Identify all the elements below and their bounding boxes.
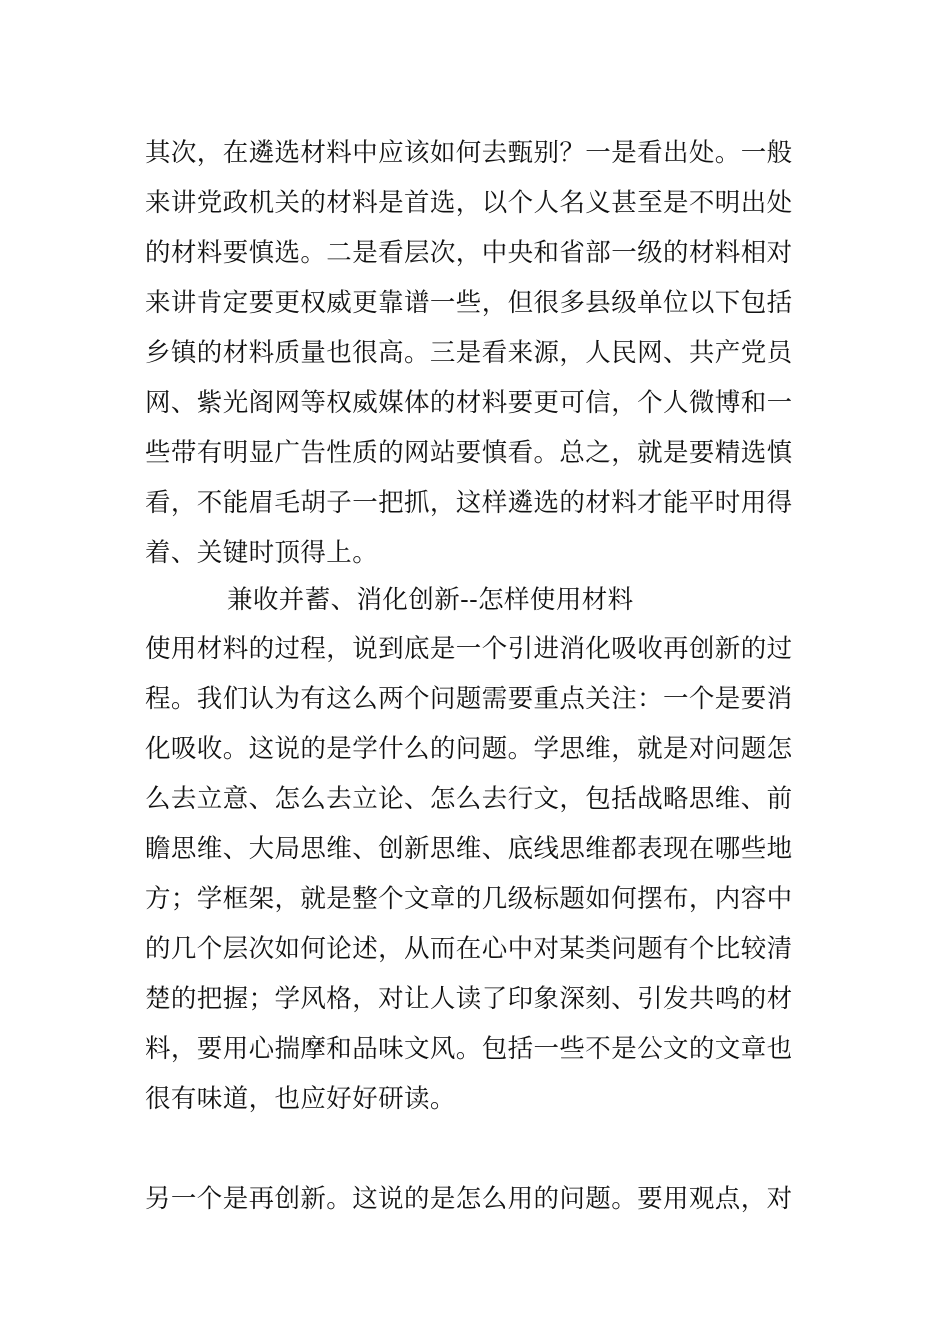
text-line: 着、关键时顶得上。 bbox=[145, 538, 379, 568]
text-line: 来讲党政机关的材料是首选，以个人名义甚至是不明出处 bbox=[145, 188, 793, 218]
section-heading: 兼收并蓄、消化创新--怎样使用材料 bbox=[227, 585, 634, 615]
text-line: 其次，在遴选材料中应该如何去甄别？一是看出处。一般 bbox=[145, 138, 793, 168]
text-line: 方；学框架，就是整个文章的几级标题如何摆布，内容中 bbox=[145, 884, 793, 914]
text-line: 料，要用心揣摩和品味文风。包括一些不是公文的文章也 bbox=[145, 1034, 793, 1064]
text-line: 化吸收。这说的是学什么的问题。学思维，就是对问题怎 bbox=[145, 734, 793, 764]
text-line: 楚的把握；学风格，对让人读了印象深刻、引发共鸣的材 bbox=[145, 984, 793, 1014]
text-line: 很有味道，也应好好研读。 bbox=[145, 1084, 456, 1114]
text-line: 来讲肯定要更权威更靠谱一些，但很多县级单位以下包括 bbox=[145, 288, 793, 318]
text-line: 程。我们认为有这么两个问题需要重点关注：一个是要消 bbox=[145, 684, 793, 714]
text-line: 瞻思维、大局思维、创新思维、底线思维都表现在哪些地 bbox=[145, 834, 793, 864]
text-line: 么去立意、怎么去立论、怎么去行文，包括战略思维、前 bbox=[145, 784, 793, 814]
text-line: 网、紫光阁网等权威媒体的材料要更可信，个人微博和一 bbox=[145, 388, 793, 418]
text-line: 些带有明显广告性质的网站要慎看。总之，就是要精选慎 bbox=[145, 438, 793, 468]
text-line: 另一个是再创新。这说的是怎么用的问题。要用观点，对 bbox=[145, 1184, 793, 1214]
text-line: 乡镇的材料质量也很高。三是看来源，人民网、共产党员 bbox=[145, 338, 793, 368]
text-line: 使用材料的过程，说到底是一个引进消化吸收再创新的过 bbox=[145, 634, 793, 664]
text-line: 看，不能眉毛胡子一把抓，这样遴选的材料才能平时用得 bbox=[145, 488, 793, 518]
text-line: 的材料要慎选。二是看层次，中央和省部一级的材料相对 bbox=[145, 238, 793, 268]
text-line: 的几个层次如何论述，从而在心中对某类问题有个比较清 bbox=[145, 934, 793, 964]
